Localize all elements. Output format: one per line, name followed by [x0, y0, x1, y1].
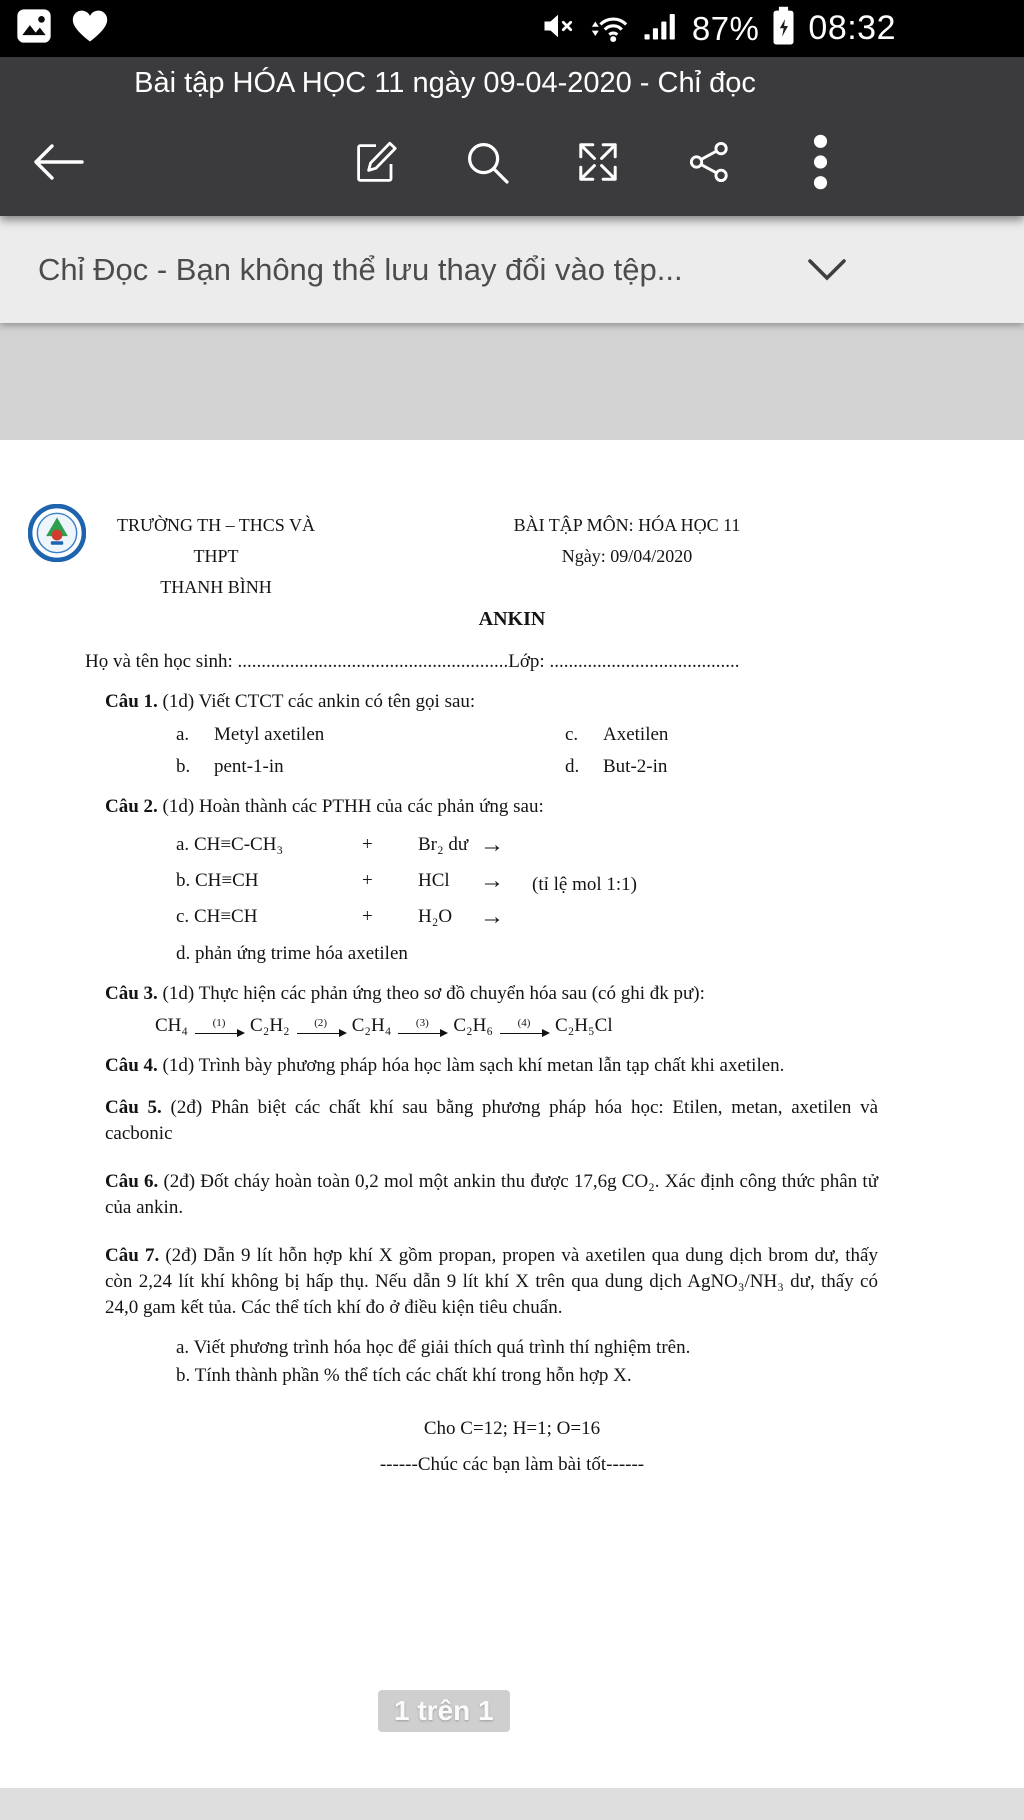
- document-page[interactable]: [0, 440, 1024, 1791]
- reaction-arrow: →: [480, 903, 504, 930]
- reaction-left: CH≡CH: [193, 906, 258, 927]
- subitem-a: a. Viết phương trình hóa học để giải thích quá trình thí nghiệm trên.: [176, 1337, 691, 1358]
- conversion-scheme: [155, 1015, 1024, 1037]
- scheme-arrow: [195, 1018, 243, 1035]
- question-1-options: [176, 724, 1024, 778]
- question-6-text: (2đ) Đốt cháy hoàn toàn 0,2 mol một ankin thu được 17,6g CO₂. Xác định công thức phân tử của ankin.: [105, 1171, 879, 1218]
- toolbar-actions: [344, 131, 852, 195]
- class-dots: ........................................: [549, 651, 740, 672]
- heart-icon: [70, 8, 110, 49]
- reaction-arrow: →: [480, 831, 504, 858]
- scheme-arrow: [398, 1018, 446, 1035]
- atomic-masses-line: Cho C=12; H=1; O=16: [423, 1418, 601, 1439]
- reaction-left: phản ứng trime hóa axetilen: [195, 943, 408, 964]
- student-name-line: [85, 651, 1024, 673]
- plus-sign: +: [362, 834, 373, 855]
- question-5-label: Câu 5.: [105, 1097, 162, 1118]
- school-name-line1: TRƯỜNG TH – THCS VÀ THPT: [117, 515, 315, 566]
- option-text: But-2-in: [603, 756, 668, 777]
- share-icon: [686, 138, 732, 189]
- chevron-down-icon[interactable]: [806, 256, 848, 284]
- question-5-text: (2đ) Phân biệt các chất khí sau bằng phương pháp hóa học: Etilen, metan, axetilen và cacbonic: [105, 1097, 879, 1144]
- toolbar: [0, 110, 1024, 216]
- page-indicator: 1 trên 1: [378, 1690, 510, 1732]
- question-2-text: (1d) Hoàn thành các PTHH của các phản ứng sau:: [162, 796, 544, 817]
- assignment-header: [498, 510, 756, 572]
- class-label: Lớp:: [508, 651, 545, 672]
- option-item: [176, 724, 565, 746]
- question-4: [105, 1053, 878, 1079]
- edit-button[interactable]: [344, 131, 408, 195]
- question-1-text: (1d) Viết CTCT các ankin có tên gọi sau:: [162, 691, 476, 712]
- reaction-formula: [176, 834, 362, 856]
- share-button[interactable]: [677, 131, 741, 195]
- fullscreen-icon: [574, 138, 622, 189]
- back-button[interactable]: [26, 131, 90, 195]
- bottom-strip: [0, 1788, 1024, 1820]
- document-title: Bài tập HÓA HỌC 11 ngày 09-04-2020 - Chỉ đọc: [134, 67, 756, 99]
- scheme-formula: C₂H₅Cl: [555, 1015, 613, 1036]
- option-text: Axetilen: [603, 724, 669, 745]
- clock: 08:32: [808, 9, 896, 47]
- reaction-left: CH≡CH: [195, 870, 259, 891]
- readonly-banner-text: Chỉ Đọc - Bạn không thể lưu thay đổi vào tệp...: [38, 251, 683, 287]
- question-3-text: (1d) Thực hiện các phản ứng theo sơ đồ chuyển hóa sau (có ghi đk pư):: [162, 983, 705, 1004]
- status-bar-indicators: [540, 6, 896, 51]
- scheme-arrow: [297, 1018, 345, 1035]
- scheme-formula: C₂H₄: [351, 1015, 392, 1036]
- reaction-reagent: HCl: [418, 870, 450, 891]
- reaction-row: [176, 903, 1024, 930]
- right-arrow-icon: [297, 1033, 345, 1035]
- question-5: [105, 1095, 878, 1147]
- option-letter: d.: [565, 756, 580, 777]
- reaction-arrow: →: [480, 867, 504, 894]
- reaction-id: b.: [176, 870, 191, 891]
- subitem-b: b. Tính thành phần % thể tích các chất khí trong hỗn hợp X.: [176, 1365, 632, 1386]
- question-6-label: Câu 6.: [105, 1171, 159, 1192]
- scheme-step-label: (4): [517, 1016, 531, 1029]
- option-item: [176, 756, 565, 778]
- scheme-formula: C₂H₂: [250, 1015, 290, 1036]
- app-header: [0, 57, 1024, 216]
- search-icon: [463, 138, 511, 189]
- document-heading: ANKIN: [478, 608, 546, 630]
- document-header: [0, 508, 1024, 597]
- option-letter: a.: [176, 724, 190, 745]
- option-item: [565, 756, 1024, 778]
- back-arrow-icon: [31, 141, 85, 186]
- right-arrow-icon: [398, 1033, 446, 1035]
- battery-icon: [771, 6, 796, 51]
- option-item: [565, 724, 1024, 746]
- readonly-banner[interactable]: [0, 216, 1024, 323]
- reaction-row: [176, 943, 1024, 965]
- reaction-formula: [176, 906, 362, 928]
- question-7-subitems: [176, 1334, 1024, 1390]
- reaction-note: (tỉ lệ mol 1:1): [532, 874, 638, 895]
- mute-icon: [540, 8, 576, 49]
- assignment-subject: BÀI TẬP MÔN: HÓA HỌC 11: [513, 515, 741, 535]
- search-button[interactable]: [455, 131, 519, 195]
- question-4-text: (1d) Trình bày phương pháp hóa học làm sạch khí metan lẫn tạp chất khi axetilen.: [162, 1055, 785, 1076]
- fullscreen-button[interactable]: [566, 131, 630, 195]
- document-canvas[interactable]: [0, 323, 1024, 1791]
- question-7: [105, 1243, 878, 1321]
- right-arrow-icon: [195, 1033, 243, 1035]
- reaction-reagent: H₂O: [418, 906, 453, 927]
- wifi-icon: [588, 7, 630, 50]
- question-3: [105, 981, 878, 1007]
- question-6: [105, 1169, 878, 1221]
- reaction-id: d.: [176, 943, 191, 964]
- question-1-label: Câu 1.: [105, 691, 158, 712]
- reaction-left: CH≡C-CH₃: [193, 834, 284, 855]
- closing-wish-line: ------Chúc các bạn làm bài tốt------: [379, 1454, 645, 1475]
- scheme-formula: CH₄: [155, 1015, 189, 1036]
- scheme-step-label: (2): [314, 1016, 328, 1029]
- plus-sign: +: [362, 906, 373, 927]
- option-letter: c.: [565, 724, 579, 745]
- school-name-line2: THANH BÌNH: [160, 577, 272, 597]
- scheme-step-label: (3): [415, 1016, 429, 1029]
- student-name-label: Họ và tên học sinh:: [85, 651, 233, 672]
- reaction-row: [176, 867, 1024, 895]
- reaction-row: [176, 831, 1024, 858]
- assignment-date: Ngày: 09/04/2020: [561, 546, 693, 566]
- option-text: Metyl axetilen: [214, 724, 325, 745]
- edit-document-icon: [352, 138, 400, 189]
- question-4-label: Câu 4.: [105, 1055, 158, 1076]
- overflow-menu-icon: [813, 134, 828, 193]
- right-arrow-icon: [500, 1033, 548, 1035]
- question-1: [105, 689, 878, 715]
- screenshot-icon: [14, 6, 54, 51]
- status-bar-notifications: [14, 6, 110, 51]
- question-7-label: Câu 7.: [105, 1245, 160, 1266]
- reaction-formula: [176, 870, 362, 892]
- question-7-text: (2đ) Dẫn 9 lít hỗn hợp khí X gồm propan, propen và axetilen qua dung dịch brom dư, thấy còn 2,24 lít khí không bị hấp thụ. Nếu dẫn 9 lít khí X trên qua dung dịch AgNO₃/NH₃ dư, thấy có 24,0 gam kết tủa. Các thể tích khí đo ở điều kiện tiêu chuẩn.: [105, 1245, 878, 1318]
- signal-icon: [642, 8, 680, 49]
- scheme-step-label: (1): [212, 1016, 226, 1029]
- school-logo: [28, 504, 86, 567]
- battery-percent: 87%: [691, 9, 760, 47]
- title-bar: [0, 57, 890, 110]
- question-2-label: Câu 2.: [105, 796, 158, 817]
- option-text: pent-1-in: [214, 756, 284, 777]
- question-3-label: Câu 3.: [105, 983, 158, 1004]
- question-2: [105, 794, 878, 820]
- reaction-id: a.: [176, 834, 190, 855]
- reaction-reagent: Br₂ dư: [418, 834, 469, 855]
- scheme-arrow: [500, 1018, 548, 1035]
- scheme-formula: C₂H₆: [453, 1015, 493, 1036]
- reaction-id: c.: [176, 906, 190, 927]
- plus-sign: +: [362, 870, 373, 891]
- status-bar: [0, 0, 1024, 57]
- option-letter: b.: [176, 756, 191, 777]
- school-name: [96, 510, 336, 603]
- student-name-dots: .........................................................: [237, 651, 509, 672]
- overflow-menu-button[interactable]: [788, 131, 852, 195]
